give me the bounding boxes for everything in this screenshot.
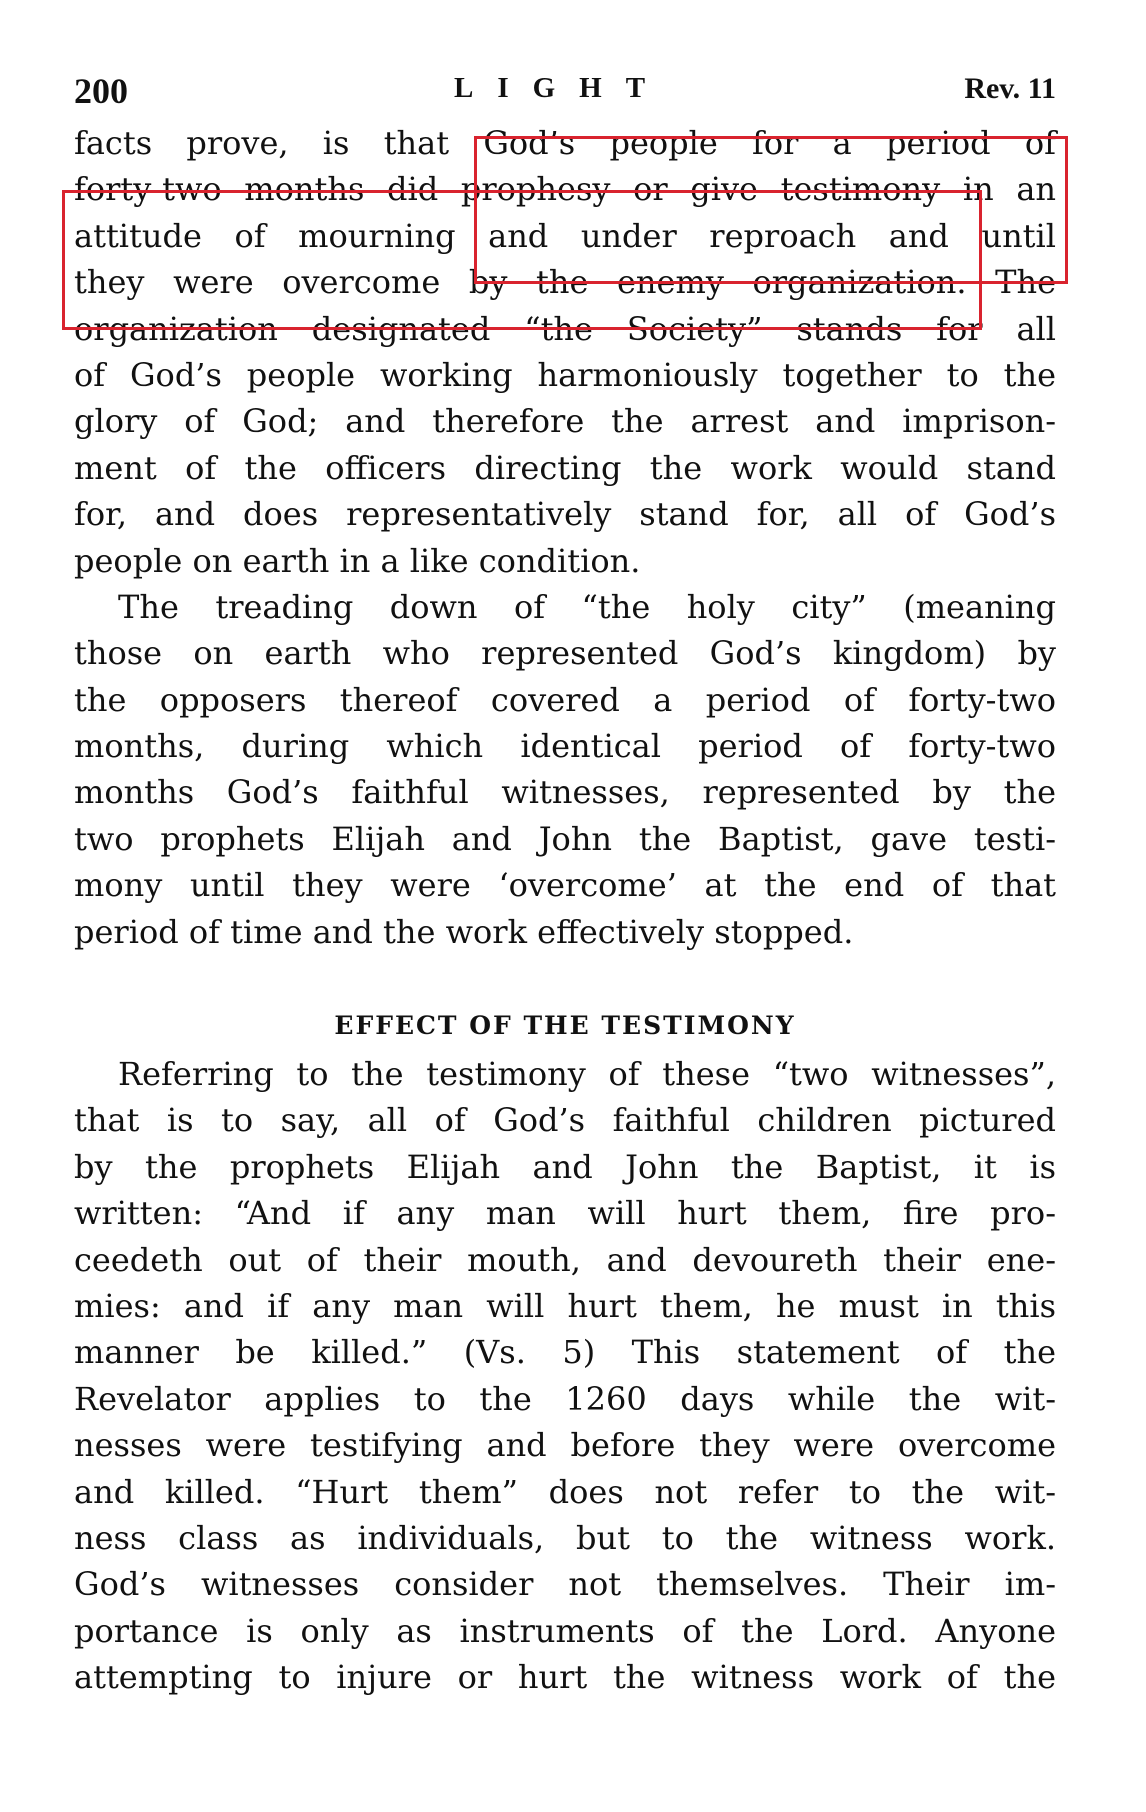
text-line: glory of God; and therefore the arrest and imprison- (74, 402, 1056, 441)
text-line: Revelator applies to the 1260 days while the wit- (74, 1379, 1056, 1418)
text-line: the opposers thereof covered a period of forty-two (74, 680, 1056, 719)
paragraph-1 (74, 120, 1056, 584)
book-page (74, 60, 1056, 1701)
text-line: of God’s people working harmoniously together to the (74, 355, 1056, 394)
running-head (74, 60, 1056, 120)
text-line: Referring to the testimony of these “two witnesses”, (118, 1055, 1056, 1094)
text-line: The treading down of “the holy city” (meaning (118, 587, 1056, 626)
page-number: 200 (74, 71, 128, 111)
text-line: that is to say, all of God’s faithful children pictured (74, 1101, 1056, 1140)
text-line: mony until they were ‘overcome’ at the end of that (74, 866, 1056, 905)
text-line: months, during which identical period of forty-two (74, 727, 1056, 766)
text-line: ceedeth out of their mouth, and devoureth their ene- (74, 1240, 1056, 1279)
text-line: attitude of mourning and under reproach and until (74, 216, 1056, 255)
text-line: attempting to injure or hurt the witness work of the (74, 1658, 1056, 1697)
text-line: months God’s faithful witnesses, represented by the (74, 773, 1056, 812)
text-line: nesses were testifying and before they were overcome (74, 1426, 1056, 1465)
section-heading: EFFECT OF THE TESTIMONY (334, 1011, 796, 1041)
book-title: LIGHT (454, 72, 670, 104)
paragraph-3 (74, 1051, 1056, 1700)
text-line: written: “And if any man will hurt them, fire pro- (74, 1194, 1056, 1233)
text-line: God’s witnesses consider not themselves. Their im- (74, 1565, 1056, 1604)
text-line: they were overcome by the enemy organization. The (74, 263, 1056, 302)
text-line: forty-two months did prophesy or give testimony in an (74, 170, 1056, 209)
text-line: two prophets Elijah and John the Baptist, gave testi- (74, 819, 1056, 858)
text-line: and killed. “Hurt them” does not refer to the wit- (74, 1472, 1056, 1511)
text-line: manner be killed.” (Vs. 5) This statement of the (74, 1333, 1056, 1372)
chapter-reference: Rev. 11 (964, 72, 1056, 105)
text-line: period of time and the work effectively stopped. (74, 912, 854, 951)
text-line: portance is only as instruments of the Lord. Anyone (74, 1611, 1056, 1650)
text-line: ness class as individuals, but to the witness work. (74, 1518, 1056, 1557)
text-line: organization designated “the Society” stands for all (74, 309, 1056, 348)
paragraph-2 (74, 584, 1056, 955)
text-line: facts prove, is that God’s people for a period of (74, 124, 1056, 162)
text-line: for, and does representatively stand for, all of God’s (74, 495, 1056, 534)
text-line: ment of the officers directing the work would stand (74, 448, 1056, 487)
text-line: those on earth who represented God’s kingdom) by (74, 634, 1056, 673)
text-line: people on earth in a like condition. (74, 541, 641, 580)
text-line: mies: and if any man will hurt them, he must in this (74, 1286, 1056, 1325)
text-line: by the prophets Elijah and John the Baptist, it is (74, 1147, 1056, 1186)
